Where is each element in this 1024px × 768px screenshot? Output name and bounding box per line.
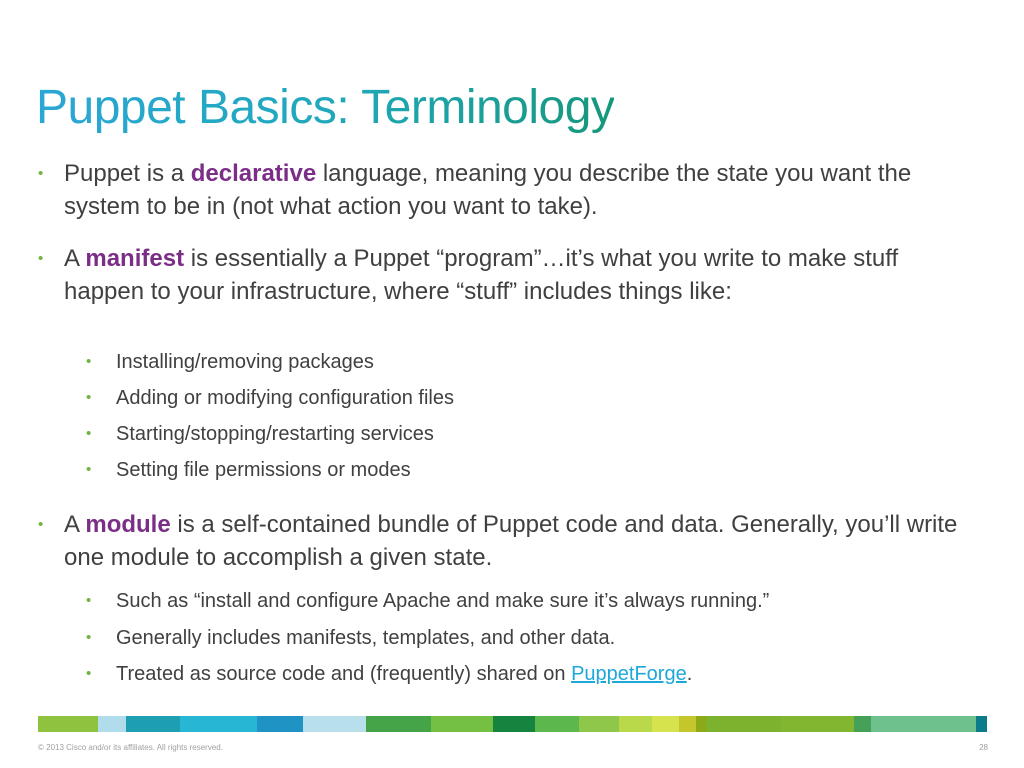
color-bar-segment bbox=[38, 716, 98, 732]
bullet-text bbox=[64, 242, 968, 308]
bullet-marker: • bbox=[86, 425, 92, 442]
color-bar-segment bbox=[706, 716, 781, 732]
sub-bullet-includes bbox=[86, 624, 966, 652]
bullet-marker: • bbox=[86, 461, 92, 478]
sub-bullet-text: Starting/stopping/restarting services bbox=[116, 423, 434, 445]
color-bar-segment bbox=[781, 716, 854, 732]
sub-bullet-text bbox=[116, 660, 966, 688]
bullet-text-pre: A bbox=[64, 245, 86, 272]
copyright-notice: © 2013 Cisco and/or its affiliates. All rights reserved. bbox=[38, 743, 223, 752]
sub-bullet-permissions bbox=[86, 456, 966, 484]
keyword-manifest: manifest bbox=[85, 245, 185, 272]
color-bar-segment bbox=[535, 716, 579, 732]
color-bar-segment bbox=[579, 716, 619, 732]
color-bar-segment bbox=[854, 716, 871, 732]
sub-bullet-text: Generally includes manifests, templates, and other data. bbox=[116, 627, 616, 649]
bullet-text-pre: A bbox=[64, 511, 86, 538]
color-bar-segment bbox=[696, 716, 706, 732]
sub-bullet-source-code bbox=[86, 660, 966, 688]
sub-bullet-services bbox=[86, 420, 966, 448]
bullet-marker: • bbox=[86, 389, 92, 406]
page-number: 28 bbox=[979, 743, 988, 752]
bullet-module bbox=[38, 508, 968, 574]
bullet-marker: • bbox=[86, 592, 92, 609]
color-bar-segment bbox=[98, 716, 127, 732]
color-bar-segment bbox=[303, 716, 366, 732]
bullet-marker: • bbox=[38, 250, 44, 267]
sub-bullet-apache bbox=[86, 587, 966, 615]
color-bar-segment bbox=[257, 716, 303, 732]
color-bar-segment bbox=[976, 716, 987, 732]
keyword-module: module bbox=[85, 511, 171, 538]
bullet-text bbox=[64, 157, 968, 223]
sub-bullet-text: Installing/removing packages bbox=[116, 351, 374, 373]
keyword-declarative: declarative bbox=[190, 160, 317, 187]
sub-bullet-text: Adding or modifying configuration files bbox=[116, 387, 454, 409]
bullet-marker: • bbox=[86, 665, 92, 682]
sub-bullet-config-files bbox=[86, 384, 966, 412]
color-bar-segment bbox=[126, 716, 180, 732]
bullet-manifest bbox=[38, 242, 968, 308]
sub-bullet-text: Setting file permissions or modes bbox=[116, 459, 411, 481]
bullet-text bbox=[64, 508, 968, 574]
bullet-text-post: is essentially a Puppet “program”…it’s what you write to make stuff happen to your infrastructure, where “stuff” includes things like: bbox=[64, 245, 899, 305]
puppetforge-link[interactable]: PuppetForge bbox=[571, 663, 687, 685]
bullet-marker: • bbox=[86, 629, 92, 646]
color-bar-segment bbox=[180, 716, 257, 732]
bullet-marker: • bbox=[86, 353, 92, 370]
color-bar bbox=[38, 716, 987, 732]
color-bar-segment bbox=[871, 716, 977, 732]
sub-bullet-text: Such as “install and configure Apache and make sure it’s always running.” bbox=[116, 590, 770, 612]
color-bar-segment bbox=[493, 716, 535, 732]
sub-bullet-text-post: . bbox=[686, 663, 693, 685]
bullet-marker: • bbox=[38, 165, 44, 182]
bullet-marker: • bbox=[38, 516, 44, 533]
sub-bullet-text-pre: Treated as source code and (frequently) shared on bbox=[116, 663, 572, 685]
color-bar-segment bbox=[652, 716, 679, 732]
bullet-text-pre: Puppet is a bbox=[64, 160, 191, 187]
bullet-text-post: is a self-contained bundle of Puppet code and data. Generally, you’ll write one module to accomplish a given state. bbox=[64, 511, 958, 571]
bullet-text-post: language, meaning you describe the state you want the system to be in (not what action you want to take). bbox=[64, 160, 912, 220]
slide-title: Puppet Basics: Terminology bbox=[36, 78, 614, 138]
color-bar-segment bbox=[679, 716, 696, 732]
sub-bullet-packages bbox=[86, 348, 966, 376]
color-bar-segment bbox=[431, 716, 492, 732]
bullet-declarative bbox=[38, 157, 968, 223]
color-bar-segment bbox=[366, 716, 431, 732]
color-bar-segment bbox=[619, 716, 652, 732]
